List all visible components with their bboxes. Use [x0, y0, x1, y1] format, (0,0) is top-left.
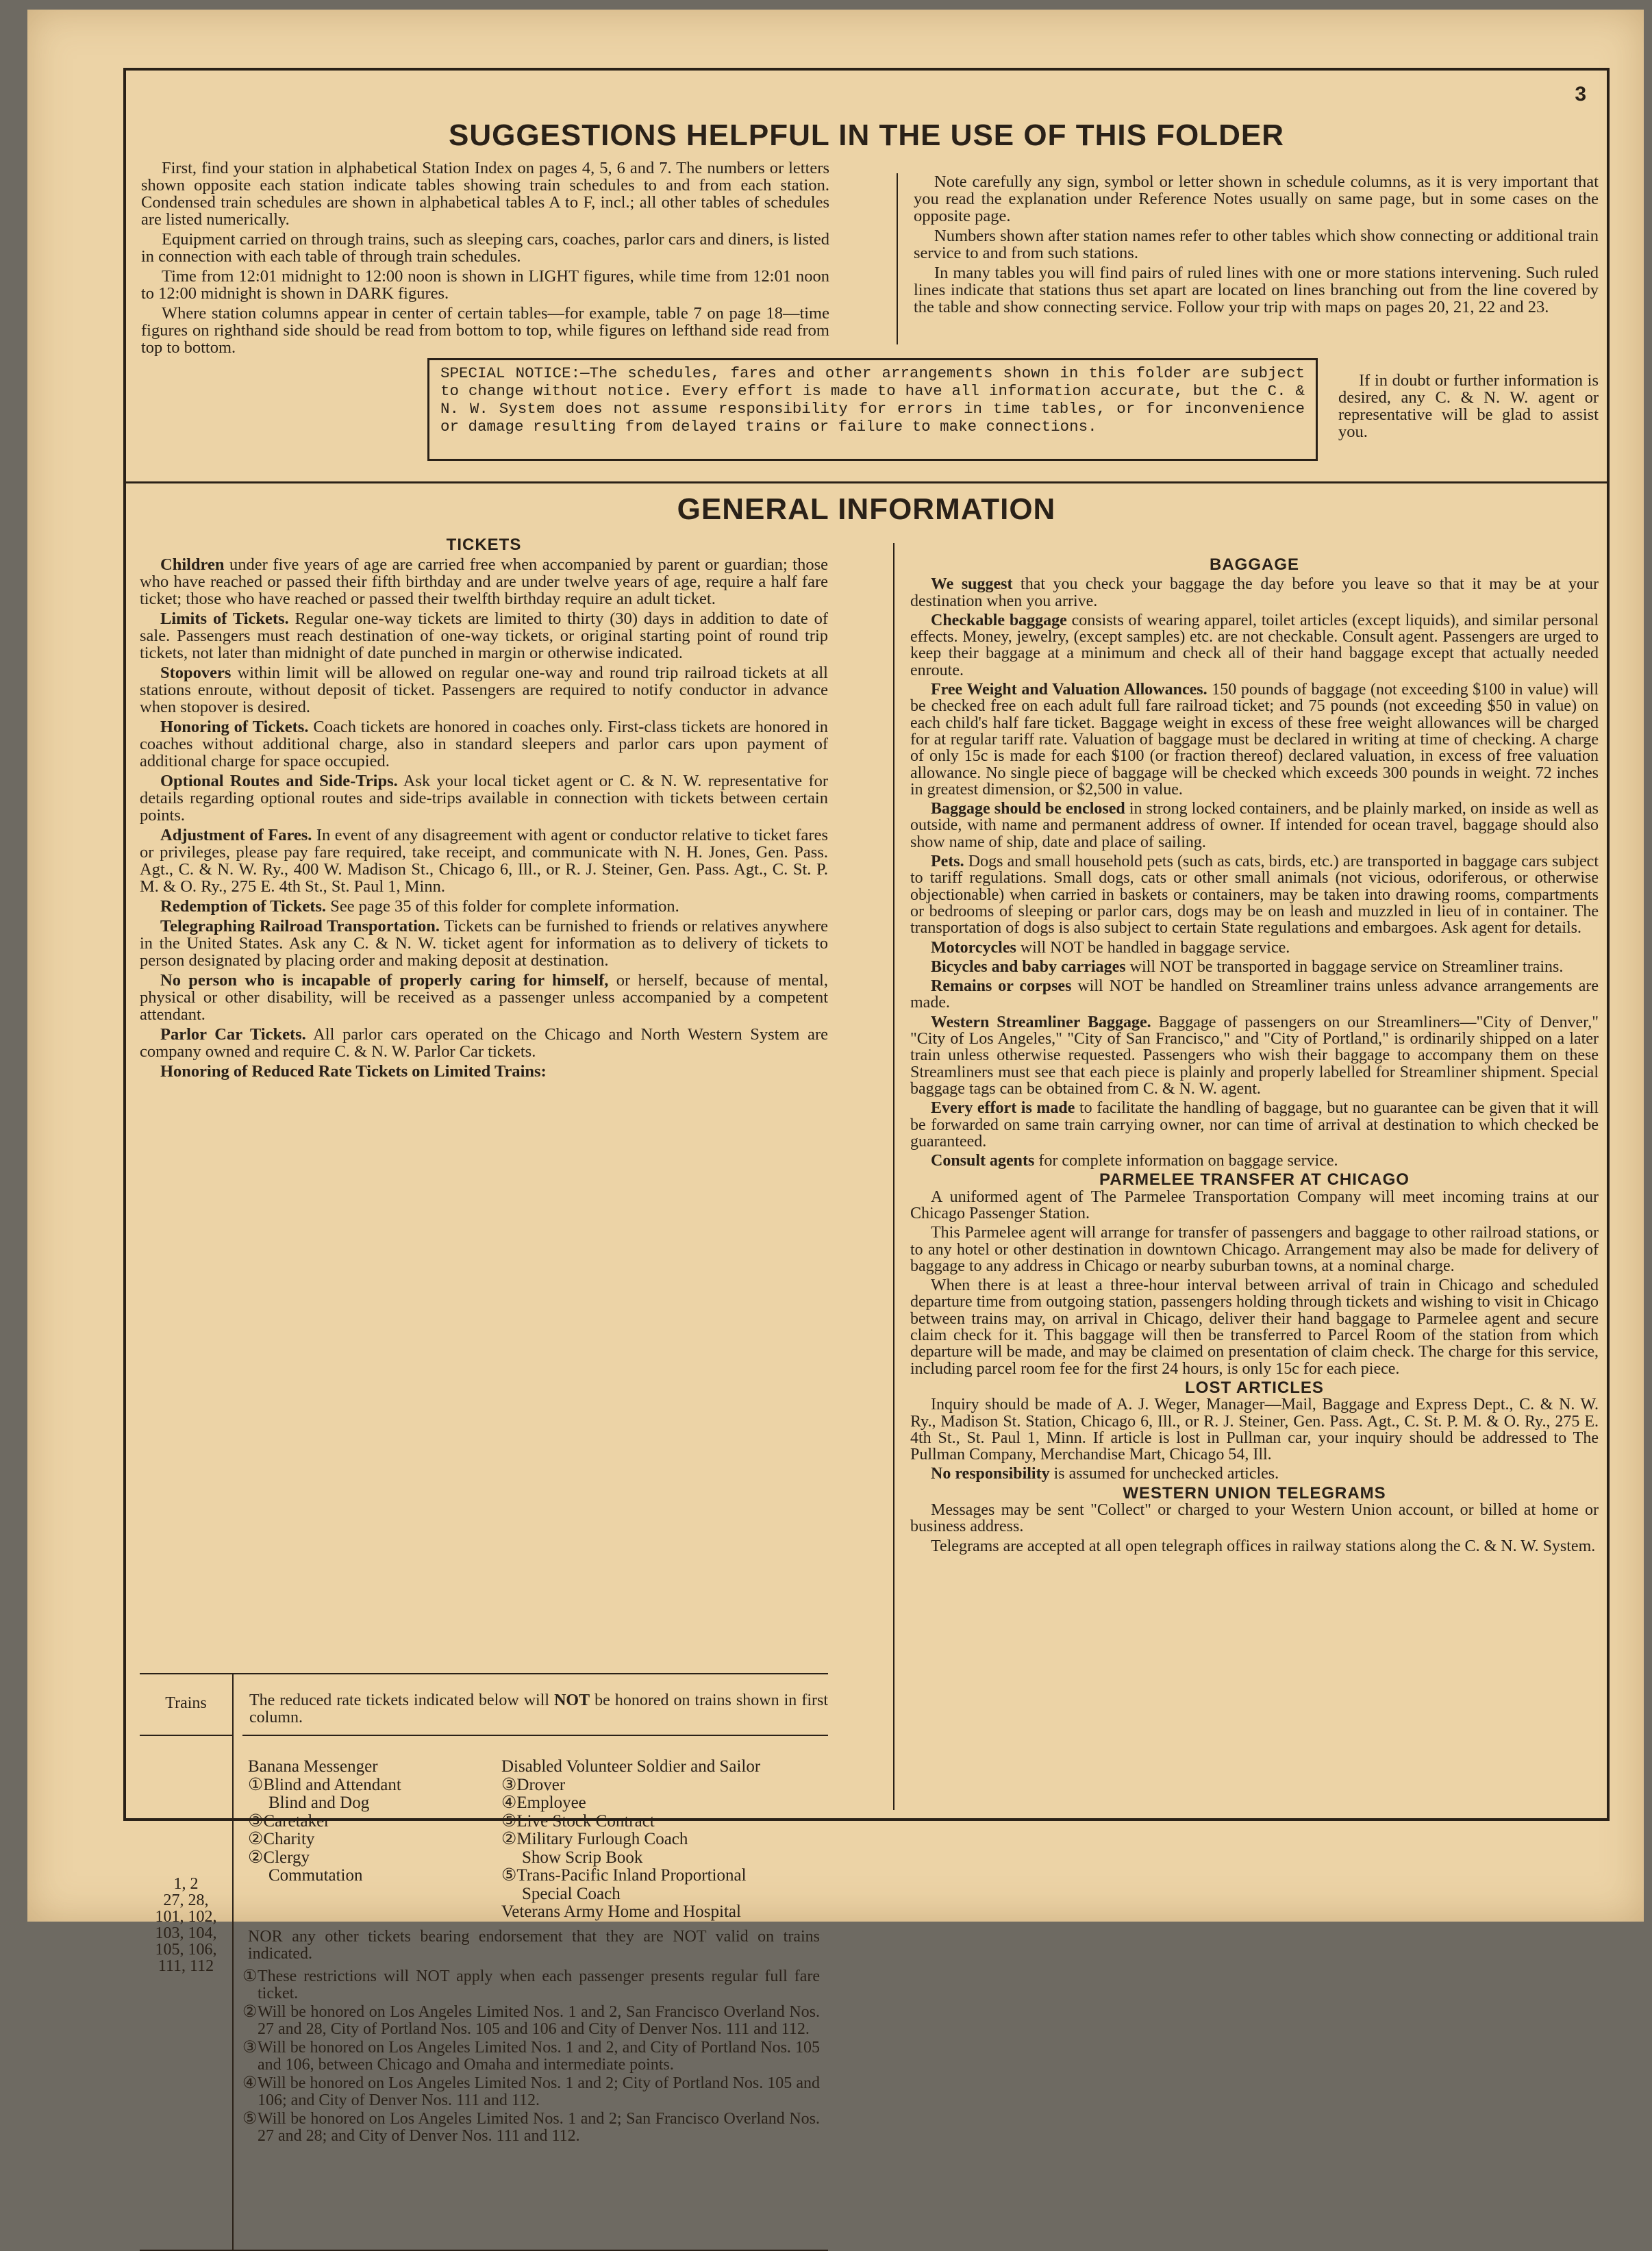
paragraph-lead: Optional Routes and Side-Trips.: [160, 772, 398, 790]
tickets-heading: TICKETS: [446, 536, 522, 554]
trains-list: [140, 1876, 232, 1974]
ticket-types-right: [501, 1758, 823, 1922]
paragraph-lead: No person who is incapable of properly caring for himself,: [160, 971, 609, 990]
folder-page: [27, 10, 1644, 2145]
lost-noresp-text: is assumed for unchecked articles.: [1049, 1465, 1279, 1483]
lost-noresp: [910, 1466, 1599, 1482]
paragraph-lead: Consult agents: [931, 1152, 1035, 1170]
info-paragraph: [140, 1026, 828, 1060]
info-paragraph: [910, 801, 1599, 851]
paragraph-lead: Motorcycles: [931, 938, 1016, 957]
paragraph-text: Ask your local ticket agent or C. & N. W. representative for details regarding optional routes and side-trips available in connection with tickets between certain points.: [140, 772, 828, 825]
train-numbers: 111, 112: [158, 1957, 214, 1975]
western-union-list: [910, 1502, 1599, 1555]
lost-articles-heading: LOST ARTICLES: [1185, 1378, 1324, 1397]
ticket-type: Blind and Dog: [268, 1794, 370, 1812]
suggestion-paragraph: Note carefully any sign, symbol or letter shown in schedule columns, as it is very important that you read the explanation under Reference Notes usually on same page, but in some cases on the opposite page.: [914, 173, 1599, 225]
info-paragraph: [910, 978, 1599, 1011]
paragraph-lead: Redemption of Tickets.: [160, 897, 327, 916]
paragraph-text: within limit will be allowed on regular one-way and round trip railroad tickets at all stations enroute, without deposit of ticket. Passengers are required to notify conductor in advance when stopover is desired.: [140, 664, 828, 716]
info-paragraph: [910, 940, 1599, 956]
paragraph-lead: Honoring of Reduced Rate Tickets on Limited Trains:: [160, 1062, 547, 1081]
paragraph-text: in strong locked containers, and be plainly marked, on inside as well as outside, with name and permanent address of owner. If intended for ocean travel, baggage should also show name of ship, date and place of sailing.: [910, 800, 1599, 851]
paragraph-text: All parlor cars operated on the Chicago and North Western System are company owned and require C. & N. W. Parlor Car tickets.: [140, 1025, 828, 1061]
trains-column-header: Trains: [165, 1694, 207, 1712]
paragraph-text: or herself, because of mental, physical or other disability, will be received as a passenger unless accompanied by a competent attendant.: [140, 971, 828, 1024]
paragraph-lead: Telegraphing Railroad Transportation.: [160, 917, 440, 935]
info-paragraph: [140, 1063, 828, 1080]
baggage-heading: BAGGAGE: [1209, 555, 1299, 574]
trains-column: [140, 1674, 234, 2250]
suggestions-right-column: [914, 173, 1599, 318]
western-union-heading: WESTERN UNION TELEGRAMS: [1123, 1483, 1386, 1502]
paragraph-lead: Every effort is made: [931, 1099, 1075, 1118]
tickets-list: [140, 556, 828, 1080]
note-marker: ①: [242, 1967, 258, 1985]
header-text: The reduced rate tickets indicated below will: [249, 1692, 555, 1709]
info-paragraph: A uniformed agent of The Parmelee Transportation Company will meet incoming trains at our Chicago Passenger Station.: [910, 1187, 1599, 1222]
reference-note: [242, 2039, 820, 2074]
paragraph-text: will NOT be handled on Streamliner trains unless advance arrangements are made.: [910, 977, 1599, 1012]
table-header-text: [242, 1692, 828, 1726]
suggestion-paragraph: Numbers shown after station names refer to other tables which show connecting or additional train service to and from such stations.: [914, 227, 1599, 262]
paragraph-text: 150 pounds of baggage (not exceeding $100 in value) will be checked free on each adult full fare railroad ticket; and 75 pounds (not exceeding $50 in value) on each child's half fare ticket. Baggage weight in excess of these free weight allowances will be charged for at regular tariff rate. Valuation of baggage must be declared in writing at time of checking. A charge of only 15c is made for each $100 (or fraction thereof) declared valuation, in excess of free valuation allowance. No single piece of baggage will be checked which exceeds 300 pounds in weight. 72 inches in greatest dimension, or $2,500 in value.: [910, 681, 1599, 798]
info-paragraph: [910, 612, 1599, 679]
section-divider: [126, 481, 1607, 483]
lost-articles-list: [910, 1396, 1599, 1463]
info-paragraph: [910, 681, 1599, 798]
paragraph-text: for complete information on baggage service.: [1034, 1152, 1338, 1170]
tickets-column: [140, 536, 829, 2145]
info-paragraph: [140, 898, 828, 915]
paragraph-lead: Checkable baggage: [931, 611, 1067, 629]
baggage-list: [910, 576, 1599, 1169]
paragraph-lead: Adjustment of Fares.: [160, 826, 312, 844]
reference-note: [242, 1968, 820, 2002]
paragraph-lead: Remains or corpses: [931, 977, 1072, 996]
paragraph-text: under five years of age are carried free when accompanied by parent or guardian; those who have reached or passed their fifth birthday and are under twelve years of age, require a half fare ticket; those who have reached or passed their twelfth birthday require an adult ticket.: [140, 555, 828, 608]
suggestions-title: SUGGESTIONS HELPFUL IN THE USE OF THIS FOLDER: [448, 118, 1285, 152]
paragraph-text: will NOT be transported in baggage service on Streamliner trains.: [1125, 957, 1564, 976]
ticket-type: ③Drover: [501, 1775, 566, 1794]
parmelee-list: [910, 1189, 1599, 1377]
note-text: Will be honored on Los Angeles Limited Nos. 1 and 2, and City of Portland Nos. 105 and 106, between Chicago and Omaha and intermediate points.: [258, 2038, 820, 2074]
ticket-type: ②Clergy: [248, 1848, 310, 1867]
ticket-types-left: [242, 1758, 501, 1922]
note-text: Will be honored on Los Angeles Limited Nos. 1 and 2; San Francisco Overland Nos. 27 and 28; and City of Denver Nos. 111 and 112.: [258, 2109, 820, 2145]
reduced-rate-table: [140, 1673, 828, 2251]
ticket-type: Special Coach: [522, 1884, 621, 1903]
paragraph-text: Coach tickets are honored in coaches only. First-class tickets are honored in coaches without additional charge, also in standard sleepers and parlor cars upon payment of additional charge for space occupied.: [140, 718, 828, 770]
info-paragraph: Inquiry should be made of A. J. Weger, Manager—Mail, Baggage and Express Dept., C. & N. W. Ry., Madison St. Station, Chicago 6, Ill., or R. J. Steiner, Gen. Pass. Agt., C. St. P. M. & O. Ry., 275 E. 4th St., St. Paul 1, Minn. If article is lost in Pullman car, your inquiry should be addressed to The Pullman Company, Merchandise Mart, Chicago 54, Ill.: [910, 1396, 1599, 1464]
paragraph-text: that you check your baggage the day before you leave so that it may be at your destination when you arrive.: [910, 575, 1599, 610]
ticket-type-grid: [242, 1758, 828, 1922]
table-header-rule: [242, 1735, 828, 1736]
note-text: Will be honored on Los Angeles Limited Nos. 1 and 2, San Francisco Overland Nos. 27 and 28, City of Portland Nos. 105 and 106 and City of Denver Nos. 111 and 112.: [258, 2002, 820, 2038]
paragraph-text: Dogs and small household pets (such as cats, birds, etc.) are transported in baggage cars subject to tariff regulations. Small dogs, cats or other small animals (not vicious, odoriferous, or otherwise objectionable) when carried in baskets or containers, may be taken into drawing rooms, compartments or bedrooms of sleeping or parlor cars, dogs may be on leash and muzzled in lieu of in container. The transportation of dogs is also subject to certain State regulations and embargoes. Ask agent for details.: [910, 853, 1599, 938]
suggestion-paragraph: Time from 12:01 midnight to 12:00 noon is shown in LIGHT figures, while time from 12:01 noon to 12:00 midnight is shown in DARK figures.: [141, 267, 829, 303]
suggestions-divider: [897, 173, 898, 344]
info-paragraph: Messages may be sent "Collect" or charged to your Western Union account, or billed at home or business address.: [910, 1501, 1599, 1536]
suggestion-paragraph: If in doubt or further information is desired, any C. & N. W. agent or representative will be glad to assist you.: [1338, 371, 1599, 441]
suggestions-assist-note: [1338, 372, 1599, 443]
general-divider: [893, 543, 894, 1810]
header-text: be honored on trains shown in first column.: [249, 1692, 828, 1726]
parmelee-heading: PARMELEE TRANSFER AT CHICAGO: [1099, 1170, 1410, 1190]
paragraph-lead: Parlor Car Tickets.: [160, 1025, 306, 1044]
ticket-type: ①Blind and Attendant: [248, 1775, 401, 1794]
info-paragraph: [140, 972, 828, 1023]
info-paragraph: [910, 853, 1599, 936]
ticket-type: ②Charity: [248, 1830, 315, 1848]
paragraph-lead: Pets.: [931, 853, 964, 871]
ticket-type: ③Caretaker: [248, 1811, 330, 1831]
reference-note: [242, 2075, 820, 2109]
reference-notes: [242, 1968, 828, 2145]
paragraph-text: Tickets can be furnished to friends or relatives anywhere in the United States. Ask any C. & N. W. ticket agent for information as to delivery of tickets to person designated by placing order and making deposit at destination.: [140, 917, 828, 970]
ticket-type: ②Military Furlough Coach: [501, 1830, 688, 1848]
reference-note: [242, 2004, 820, 2038]
note-marker: ②: [242, 2002, 258, 2021]
info-paragraph: [140, 772, 828, 824]
info-paragraph: [140, 556, 828, 607]
info-paragraph: Telegrams are accepted at all open telegraph offices in railway stations along the C. & N. W. System.: [931, 1537, 1596, 1555]
info-paragraph: [910, 959, 1599, 975]
note-marker: ③: [242, 2038, 258, 2057]
paragraph-text: Regular one-way tickets are limited to thirty (30) days in addition to date of sale. Passengers must reach destination of one-way tickets, or original starting point of round trip tickets, not later than midnight of date punched in margin or otherwise indicated.: [140, 609, 829, 662]
train-numbers: 1, 2: [173, 1875, 199, 1893]
paragraph-lead: We suggest: [931, 575, 1013, 594]
suggestions-left-column: [141, 160, 829, 359]
paragraph-text: Baggage of passengers on our Streamliners—"City of Denver," "City of Los Angeles," "City of San Francisco," and "City of Portland," is ordinarily shipped on a later train unless otherwise requested. Passengers who wish their baggage to accompany them on these Streamliners must see that each piece is plainly and properly labelled for Streamliner shipment. Special baggage tags can be obtained from C. & N. W. agent.: [910, 1013, 1599, 1098]
train-numbers: 105, 106,: [155, 1941, 217, 1959]
paragraph-lead: Children: [160, 555, 225, 574]
info-paragraph: This Parmelee agent will arrange for transfer of passengers and baggage to other railroad stations, or to any hotel or other destination in downtown Chicago. Arrangement may also be made for delivery of baggage to any address in Chicago or nearby suburban towns, at a nominal charge.: [910, 1224, 1599, 1275]
header-not: NOT: [554, 1692, 590, 1709]
suggestion-paragraph: Equipment carried on through trains, such as sleeping cars, coaches, parlor cars and diners, is listed in connection with each table of through train schedules.: [141, 230, 829, 266]
ticket-type: Show Scrip Book: [522, 1848, 643, 1867]
page-frame: [123, 68, 1610, 2145]
info-paragraph: [140, 664, 828, 716]
restrictions-column: [242, 1674, 828, 2250]
paragraph-lead: Baggage should be enclosed: [931, 800, 1125, 818]
paragraph-text: to facilitate the handling of baggage, but no guarantee can be given that it will be forwarded on same train carrying owner, nor can time of arrival at destination to which checked be guaranteed.: [910, 1099, 1599, 1150]
ticket-type: ⑤Trans-Pacific Inland Proportional: [501, 1866, 747, 1885]
note-marker: ④: [242, 2074, 258, 2092]
nor-text: NOR any other tickets bearing endorsement that they are NOT valid on trains indicated.: [248, 1927, 820, 1963]
info-paragraph: [910, 1100, 1599, 1150]
reference-note: [242, 2111, 820, 2145]
paragraph-lead: Honoring of Tickets.: [160, 718, 309, 736]
baggage-column: [910, 557, 1599, 1557]
paragraph-text: consists of wearing apparel, toilet articles (except liquids), and similar personal effects. Money, jewelry, (except samples) etc. are not checkable. Consult agent. Passengers are urged to keep their baggage at a minimum and check all of their hand baggage except that actually needed enroute.: [910, 611, 1599, 679]
general-information-title: GENERAL INFORMATION: [677, 492, 1056, 526]
note-text: These restrictions will NOT apply when each passenger presents regular full fare ticket.: [258, 1967, 820, 2002]
train-numbers: 103, 104,: [155, 1924, 217, 1942]
info-paragraph: [140, 610, 828, 662]
ticket-type: Banana Messenger: [248, 1757, 378, 1776]
note-text: Will be honored on Los Angeles Limited Nos. 1 and 2; City of Portland Nos. 105 and 106; and City of Denver Nos. 111 and 112.: [258, 2074, 820, 2109]
suggestion-paragraph: First, find your station in alphabetical Station Index on pages 4, 5, 6 and 7. The numbers or letters shown opposite each station indicate tables showing train schedules to and from each station. Condensed train schedules are shown in alphabetical tables A to F, incl.; all other tables of schedules are listed numerically.: [141, 159, 829, 229]
paragraph-text: See page 35 of this folder for complete information.: [326, 897, 679, 916]
train-numbers: 27, 28,: [163, 1891, 209, 1909]
paragraph-lead: Western Streamliner Baggage.: [931, 1013, 1151, 1031]
info-paragraph: [140, 918, 828, 969]
paragraph-text: will NOT be handled in baggage service.: [1016, 938, 1290, 957]
ticket-type: ⑤Live Stock Contract: [501, 1811, 655, 1831]
suggestion-paragraph: In many tables you will find pairs of ruled lines with one or more stations intervening. Such ruled lines indicate that stations thus set apart are located on lines branching out from the line covered by the table and show connecting service. Follow your trip with maps on pages 20, 21, 22 and 23.: [914, 264, 1599, 316]
info-paragraph: [910, 576, 1599, 609]
paragraph-lead: Bicycles and baby carriages: [931, 957, 1126, 976]
page-number: 3: [1575, 83, 1586, 105]
table-header-rule: [140, 1735, 232, 1736]
info-paragraph: [140, 827, 828, 895]
paragraph-lead: Stopovers: [160, 664, 231, 682]
special-notice: SPECIAL NOTICE:—The schedules, fares and other arrangements shown in this folder are subject to change without notice. Every effort is made to have all information accurate, but the C. & N. W. System does not assume responsibility for errors in time tables, or for inconvenience or damage resulting from delayed trains or failure to make connections.: [427, 358, 1318, 461]
note-marker: ⑤: [242, 2109, 258, 2128]
ticket-type: Disabled Volunteer Soldier and Sailor: [501, 1757, 761, 1776]
suggestion-paragraph: Where station columns appear in center of certain tables—for example, table 7 on page 18—time figures on righthand side should be read from bottom to top, while figures on lefthand side read from top to bottom.: [141, 304, 829, 357]
ticket-type: Veterans Army Home and Hospital: [501, 1902, 741, 1921]
train-numbers: 101, 102,: [155, 1908, 217, 1926]
info-paragraph: [140, 718, 828, 770]
ticket-type: ④Employee: [501, 1794, 586, 1812]
info-paragraph: When there is at least a three-hour interval between arrival of train in Chicago and scheduled departure time from outgoing station, passengers holding through tickets and wishing to visit in Chicago between trains may, on arrival in Chicago, deliver their hand baggage to Parmelee agent and secure claim check for it. This baggage will then be transferred to Parcel Room of the station from which departure will be made, and may be claimed on presentation of claim check. The charge for this service, including parcel room fee for the first 24 hours, is only 15c for each piece.: [910, 1277, 1599, 1378]
info-paragraph: [910, 1153, 1599, 1169]
paragraph-lead: Limits of Tickets.: [160, 609, 289, 628]
ticket-type: Commutation: [268, 1866, 363, 1885]
lost-noresp-lead: No responsibility: [931, 1465, 1050, 1483]
paragraph-lead: Free Weight and Valuation Allowances.: [931, 681, 1207, 699]
info-paragraph: [910, 1014, 1599, 1097]
paragraph-text: In event of any disagreement with agent or conductor relative to ticket fares or privileges, please pay fare required, take receipt, and communicate with N. H. Jones, Gen. Pass. Agt., C. & N. W. Ry., 400 W. Madison St., Chicago 6, Ill., or R. J. Steiner, Gen. Pass. Agt., C. St. P. M. & O. Ry., 275 E. 4th St., St. Paul 1, Minn.: [140, 826, 828, 896]
